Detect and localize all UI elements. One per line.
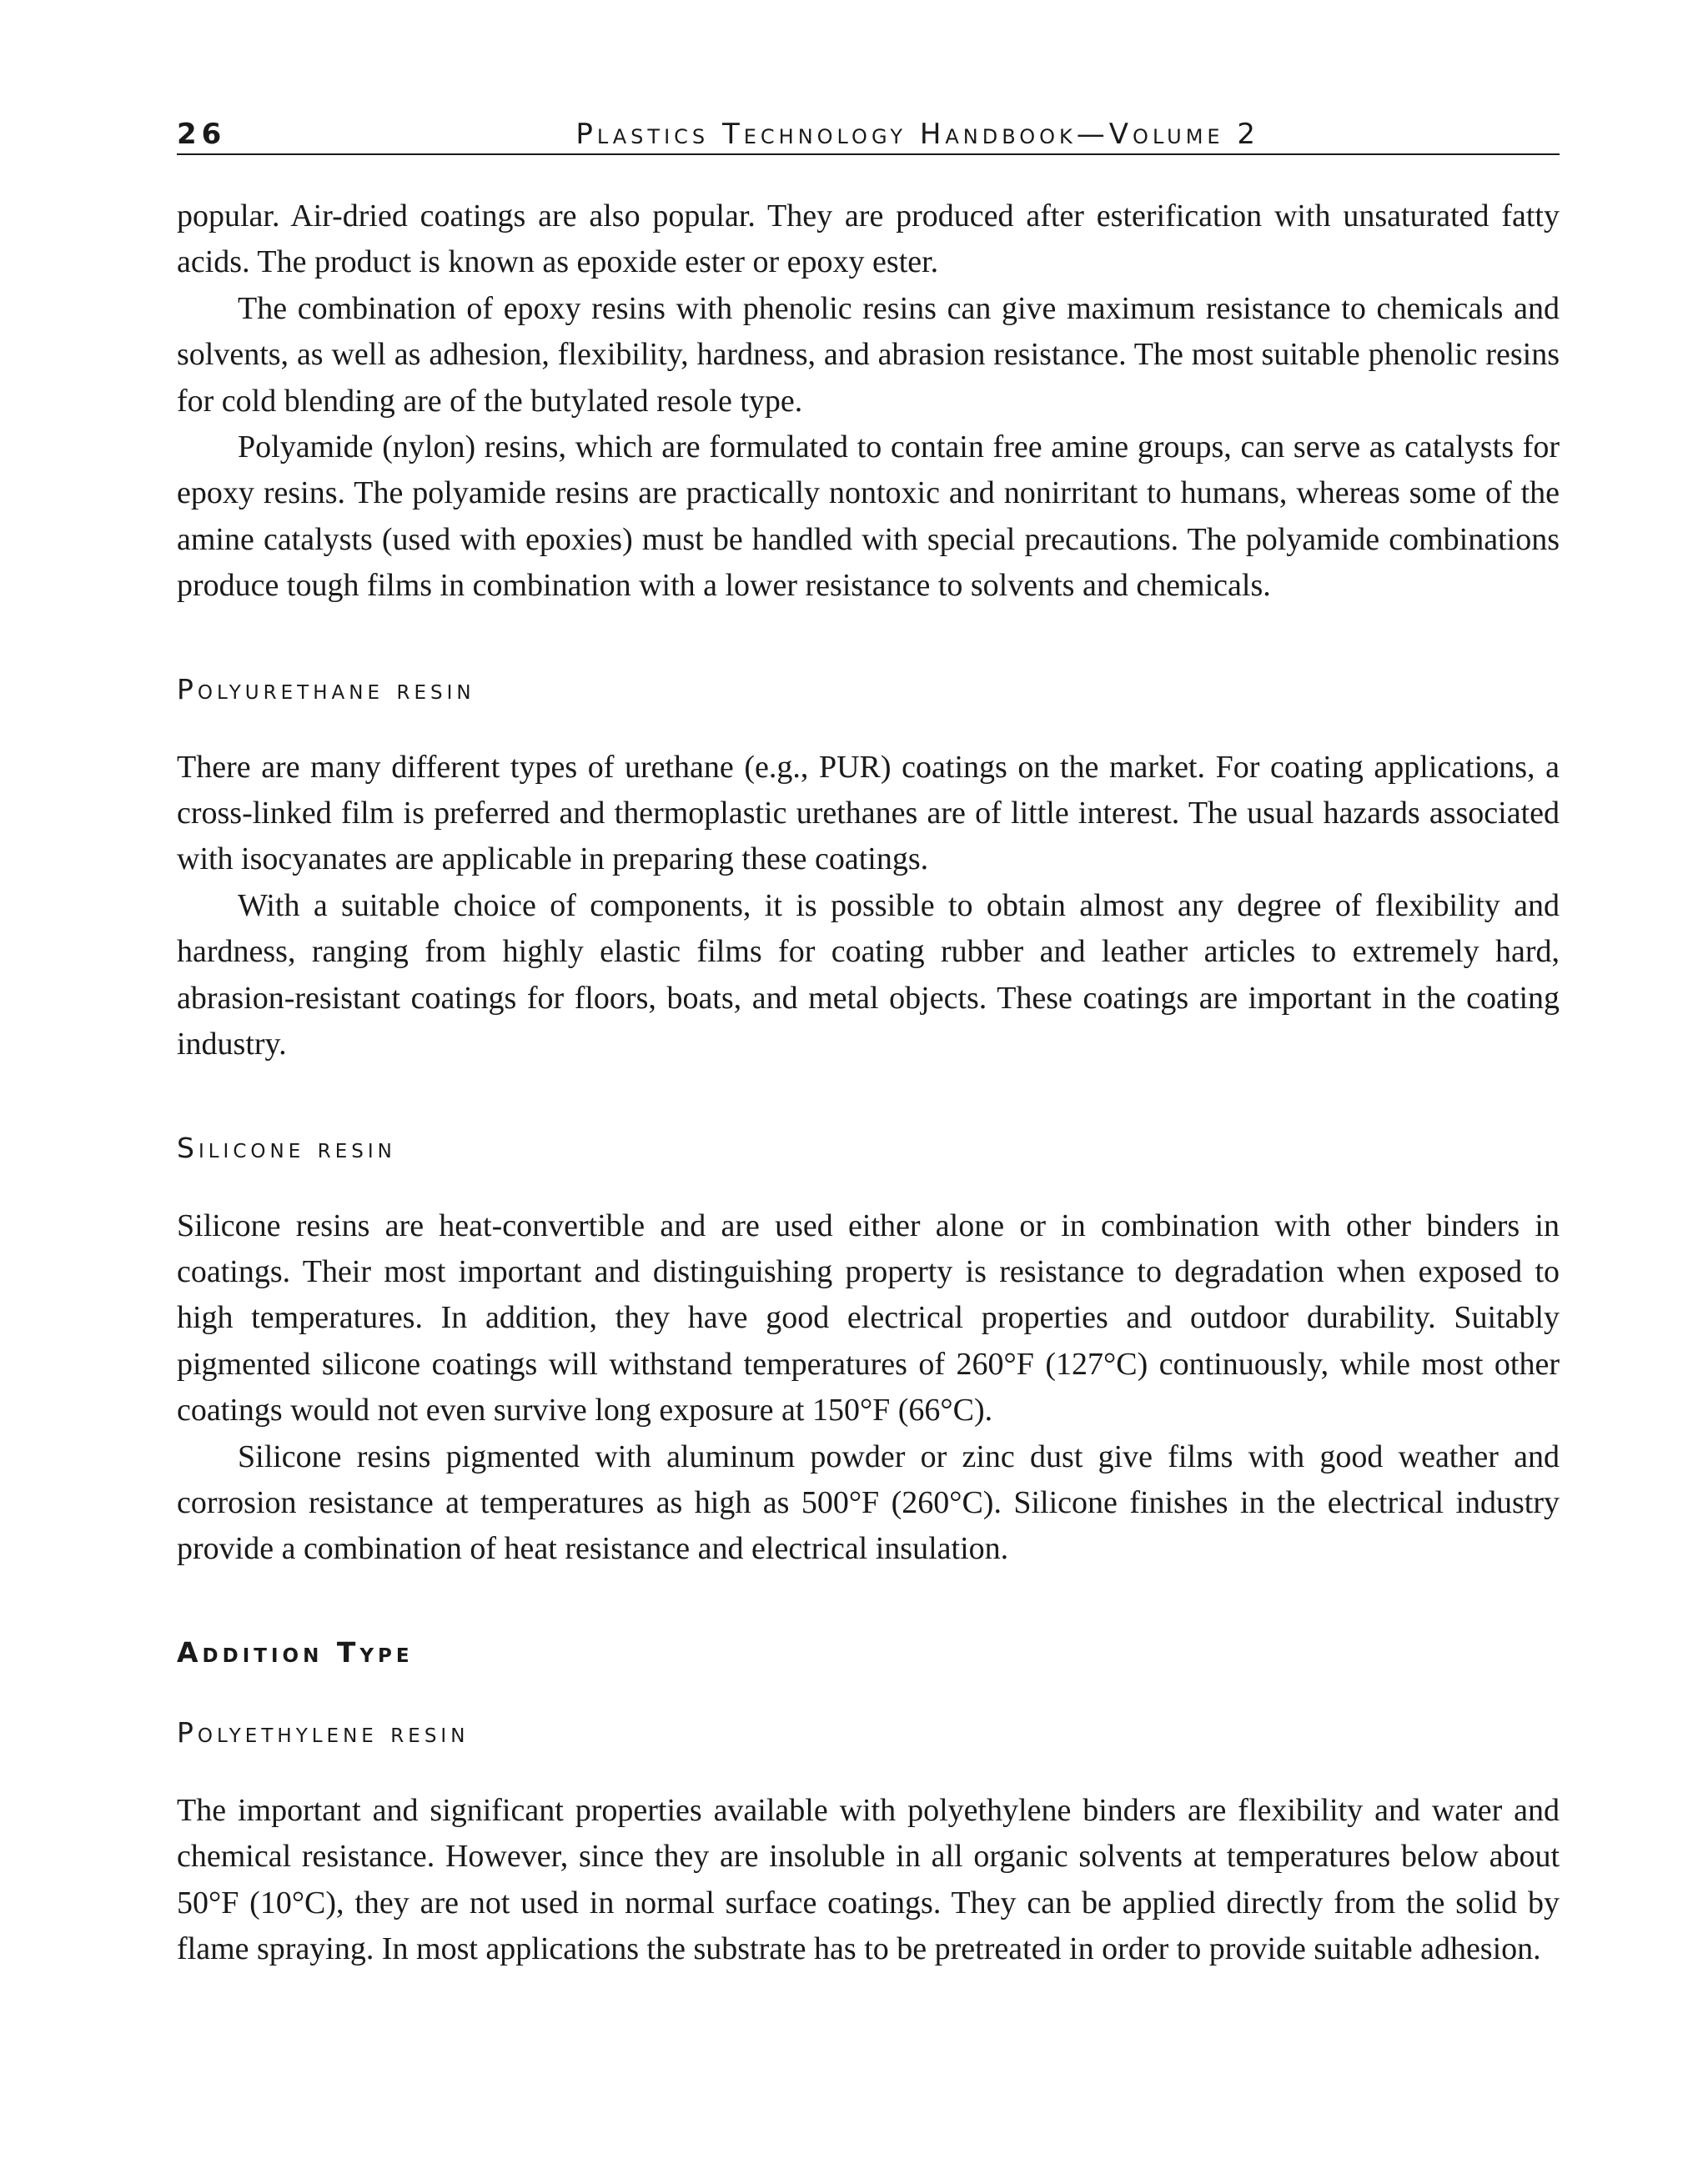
intro-paragraph-3: Polyamide (nylon) resins, which are formulated to contain free amine groups, can serve as catalysts for epoxy resins. The polyamide resins are practically nontoxic and nonirritant to humans, whereas some of the amine catalysts (used with epoxies) must be handled with special precautions. The polyamide combinations produce tough films in combination with a lower resistance to solvents and chemicals.: [177, 429, 1560, 604]
intro-paragraph-2: The combination of epoxy resins with phenolic resins can give maximum resistance to chemicals and solvents, as well as adhesion, flexibility, hardness, and abrasion resistance. The most suitable phenolic resins for cold blending are of the butylated resole type.: [177, 290, 1560, 419]
running-header: [177, 115, 1560, 155]
page-number: 26: [177, 118, 227, 151]
silicone-paragraph-2: Silicone resins pigmented with aluminum powder or zinc dust give films with good weather and corrosion resistance at temperatures as high as 500°F (260°C). Silicone finishes in the electrical industry provide a combination of heat resistance and electrical insulation.: [177, 1438, 1560, 1567]
book-title: Plastics Technology Handbook—Volume 2: [575, 118, 1259, 151]
polyethylene-heading: Polyethylene resin: [177, 1715, 470, 1749]
polyurethane-heading: Polyurethane resin: [177, 672, 475, 705]
polyethylene-paragraph-1: The important and significant properties available with polyethylene binders are flexibility and water and chemical resistance. However, since they are insoluble in all organic solvents at temperatures below about 50°F (10°C), they are not used in normal surface coatings. They can be applied directly from the solid by flame spraying. In most applications the substrate has to be pretreated in order to provide suitable adhesion.: [177, 1792, 1560, 1966]
addition-type-heading: Addition Type: [177, 1635, 414, 1669]
polyurethane-paragraph-2: With a suitable choice of components, it is possible to obtain almost any degree of flexibility and hardness, ranging from highly elastic films for coating rubber and leather articles to extremely hard, abrasion-resistant coatings for floors, boats, and metal objects. These coatings are important in the coating industry.: [177, 887, 1560, 1062]
polyurethane-paragraph-1: There are many different types of urethane (e.g., PUR) coatings on the market. For coating applications, a cross-linked film is preferred and thermoplastic urethanes are of little interest. The usual hazards associated with isocyanates are applicable in preparing these coatings.: [177, 749, 1560, 877]
document-page: [177, 115, 1560, 1972]
silicone-heading: Silicone resin: [177, 1131, 396, 1164]
intro-paragraph-1: popular. Air-dried coatings are also popular. They are produced after esterification with unsaturated fatty acids. The product is known as epoxide ester or epoxy ester.: [177, 198, 1560, 280]
silicone-paragraph-1: Silicone resins are heat-convertible and are used either alone or in combination with other binders in coatings. Their most important and distinguishing property is resistance to degradation when exposed to high temperatures. In addition, they have good electrical properties and outdoor durability. Suitably pigmented silicone coatings will withstand temperatures of 260°F (127°C) continuously, while most other coatings would not even survive long exposure at 150°F (66°C).: [177, 1207, 1560, 1428]
